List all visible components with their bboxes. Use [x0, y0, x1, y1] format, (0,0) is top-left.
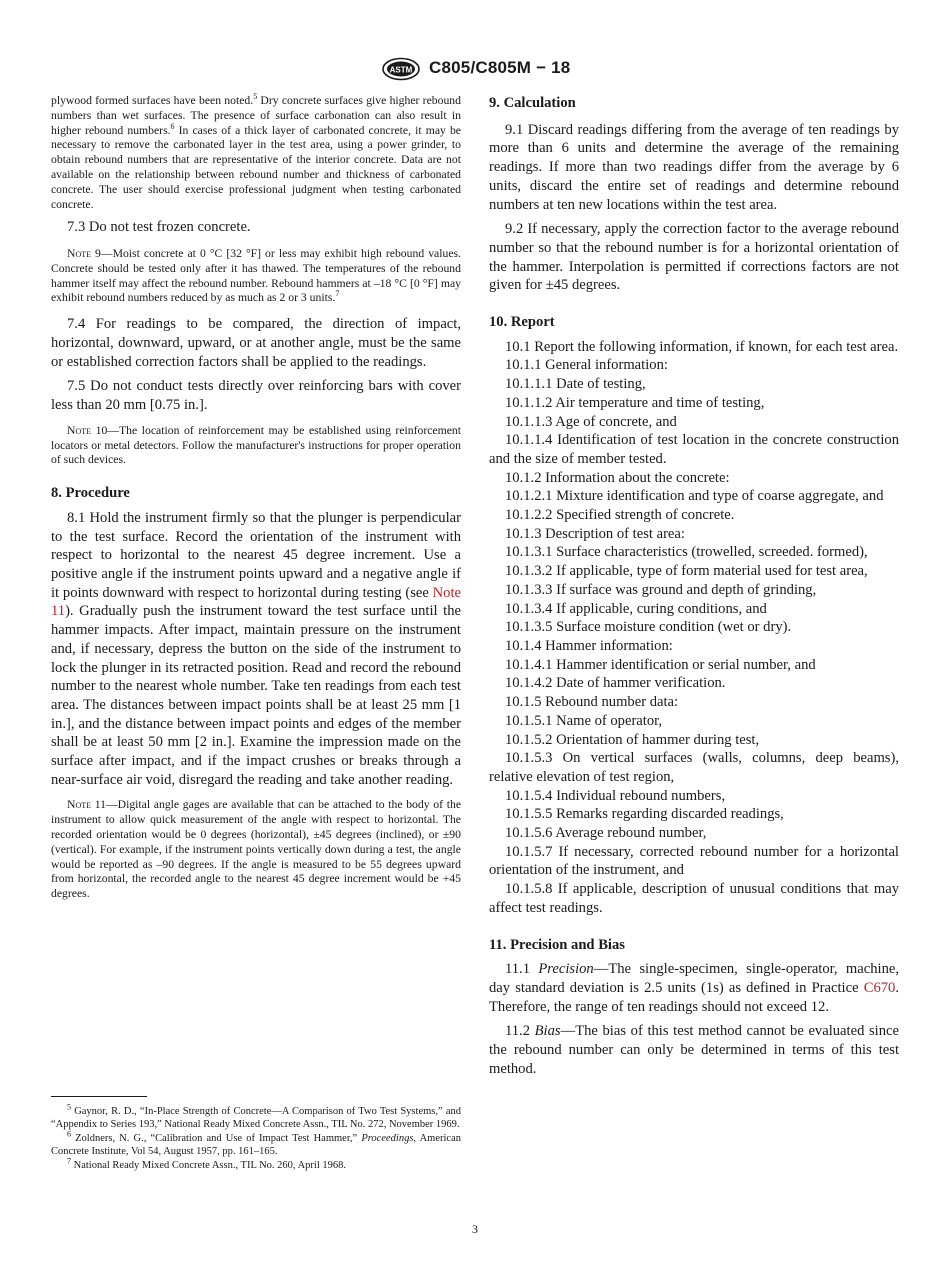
report-item: 10.1.5 Rebound number data: — [505, 694, 679, 711]
report-item: 10.1.4.1 Hammer identification or serial number, and — [505, 656, 816, 673]
note-10: Note 10—The location of reinforcement may be established using reinforcement locators or metal detectors. Follow the manufacturer's instructions for proper operation of such devices. — [51, 423, 461, 467]
report-item: 10.1.5.7 If necessary, corrected rebound number for a horizontal orientation of the instrument, and — [489, 843, 899, 879]
report-item: 10.1.1.2 Air temperature and time of testing, — [505, 394, 765, 411]
report-item: 10.1.5.2 Orientation of hammer during test, — [505, 731, 760, 748]
footnote-ref-7: 7 — [335, 289, 340, 299]
footnote-5: $^5$ Gaynor, R. D., “In-Place Strength of Concrete—A Comparison of Two Test Systems,” and “Appendix to Series 193,” National Ready Mixed Concrete Assn., TIL No. 272, November 1969. — [51, 1102, 461, 1131]
report-item: 10.1.2.1 Mixture identification and type of coarse aggregate, and — [505, 488, 884, 505]
report-item: 10.1.1.3 Age of concrete, and — [505, 413, 677, 430]
report-item: 10.1.5.4 Individual rebound numbers, — [505, 787, 726, 804]
logo-text: ASTM — [389, 65, 413, 75]
report-item: 10.1.5.5 Remarks regarding discarded readings, — [505, 806, 784, 823]
report-item: 10.1.3.1 Surface characteristics (trowelled, screeded. formed), — [505, 544, 868, 561]
footnote-ref-6: 6 — [170, 121, 175, 131]
report-item: 10.1.3.3 If surface was ground and depth of grinding, — [505, 581, 817, 598]
c670-link[interactable]: C670 — [863, 979, 896, 996]
report-item: 10.1.4 Hammer information: — [505, 637, 673, 654]
report-item: 10.1.2.2 Specified strength of concrete. — [505, 507, 735, 524]
page-number: 3 — [472, 1222, 478, 1236]
section-7-4: 7.4 For readings to be compared, the direction of impact, horizontal, downward, upward, or at another angle, must be the same or established correction factors shall be applied to the readings. — [51, 316, 461, 370]
heading-8-procedure: 8. Procedure — [51, 485, 130, 502]
note-11-link[interactable]: Note 11 — [51, 584, 461, 620]
report-item: 10.1.5.1 Name of operator, — [505, 712, 663, 729]
report-item: 10.1.2 Information about the concrete: — [505, 469, 730, 486]
section-11-2: 11.2 Bias—The bias of this test method cannot be evaluated since the rebound number can only be determined in terms of this test method. — [489, 1023, 899, 1077]
report-item: 10.1.5.6 Average rebound number, — [505, 825, 707, 842]
report-item: 10.1.3 Description of test area: — [505, 525, 685, 542]
footnote-6: $^6$ Zoldners, N. G., “Calibration and Use of Impact Test Hammer,” Proceedings, American Concrete Institute, Vol 54, August 1957, pp. 161–165. — [51, 1129, 461, 1158]
heading-11-precision-bias: 11. Precision and Bias — [489, 936, 625, 953]
report-item: 10.1.5.3 On vertical surfaces (walls, columns, deep beams), relative elevation of test region, — [489, 750, 899, 785]
section-11-1: 11.1 Precision—The single-specimen, single-operator, machine, day standard deviation is 2.5 units (1s) as defined in Practice C670. Therefore, the range of ten readings should not exceed 12. — [489, 961, 899, 1015]
report-item: 10.1.5.8 If applicable, description of unusual conditions that may affect test readings. — [489, 881, 899, 916]
section-8-1: 8.1 Hold the instrument firmly so that the plunger is perpendicular to the test surface. Record the orientation of the instrument with respect to horizontal to the nearest 45 degree increment. Use a positive angle if the instrument points upward and a negative angle if it points downward with respect to horizontal during testing (see Note 11). Gradually push the instrument toward the test surface until the hammer impacts. After impact, maintain pressure on the instrument and, if necessary, depress the button on the side of the instrument to lock the plunger in its retracted position. Read and record the rebound number to the nearest whole number. Take ten readings from each test area. The distances between impact points shall be at least 25 mm [1 in.], and the distance between impact points and edges of the member shall be at least 50 mm [2 in.]. Examine the impression made on the surface after impact, and if the impact crushes or breaks through a near-surface air void, disregard the reading and take another reading. — [51, 509, 461, 788]
page-header — [0, 57, 950, 81]
report-item: 10.1.4.2 Date of hammer verification. — [505, 675, 726, 692]
note-11: Note 11—Digital angle gages are available that can be attached to the body of the instrument to allow quick measurement of the angle with respect to horizontal. The recorded orientation would be 0 degrees (horizontal), ±45 degrees (inclined), or ±90 (vertical). For example, if the instrument points vertically down during a test, the angle would be reported as –90 degrees. If the angle is measured to be 55 degrees upward from horizontal, the recorded angle to the nearest 45 degree increment would be +45 degrees. — [51, 798, 462, 901]
left-column — [51, 94, 461, 902]
section-9-1: 9.1 Discard readings differing from the average of ten readings by more than 6 units and determine the average of the remaining readings. If more than two readings differ from the average by 6 units, discard the entire set of readings and determine rebound numbers at ten new locations within the test area. — [489, 121, 899, 213]
footnote-divider — [51, 1096, 147, 1097]
heading-9-calculation: 9. Calculation — [489, 95, 576, 111]
footnotes — [51, 1096, 461, 1172]
report-item: 10.1.1.4 Identification of test location in the concrete construction and the size of member tested. — [489, 432, 899, 467]
report-item: 10.1 Report the following information, if known, for each test area. — [505, 338, 899, 355]
section-9-2: 9.2 If necessary, apply the correction factor to the average rebound number so that the rebound number is for a horizontal orientation of the hammer. Interpolation is permitted if corrections factors are not given for ±45 degrees. — [489, 221, 899, 294]
section-7-5: 7.5 Do not conduct tests directly over reinforcing bars with cover less than 20 mm [0.75 in.]. — [51, 378, 461, 414]
footnote-7: $^7$ National Ready Mixed Concrete Assn., TIL No. 260, April 1968. — [67, 1156, 347, 1171]
right-column — [489, 94, 899, 1078]
note-9: Note 9—Moist concrete at 0 °C [32 °F] or less may exhibit high rebound values. Concrete should be tested only after it has thawed. The temperatures of the rebound hammer itself may affect the rebound number. Rebound hammers at –18 °C [0 °F] may exhibit rebound numbers reduced by as much as 2 or 3 units.$^7$ — [51, 247, 461, 305]
report-item: 10.1.1 General information: — [505, 357, 668, 374]
document-designation: C805/C805M − 18 — [429, 58, 571, 77]
report-item: 10.1.3.5 Surface moisture condition (wet or dry). — [505, 619, 792, 636]
astm-logo — [381, 57, 421, 81]
heading-10-report: 10. Report — [489, 314, 555, 331]
section-7-3: 7.3 Do not test frozen concrete. — [67, 219, 251, 236]
footnote-ref-5: 5 — [253, 92, 258, 102]
report-list — [489, 338, 899, 918]
report-item: 10.1.3.4 If applicable, curing conditions, and — [505, 600, 767, 617]
report-item: 10.1.1.1 Date of testing, — [505, 376, 646, 393]
paragraph-intro: plywood formed surfaces have been noted.$^5$ Dry concrete surfaces give higher rebound numbers than wet surfaces. The presence of surface carbonation can also result in higher rebound numbers.$^6$ In cases of a thick layer of carbonated concrete, it may be necessary to remove the carbonated layer in the test area, using a power grinder, to obtain rebound numbers that are representative of the interior concrete. Data are not available on the relationship between rebound number and thickness of carbonated concrete. The user should exercise professional judgment when testing carbonated concrete. — [51, 92, 461, 211]
report-item: 10.1.3.2 If applicable, type of form material used for test area, — [505, 563, 868, 580]
